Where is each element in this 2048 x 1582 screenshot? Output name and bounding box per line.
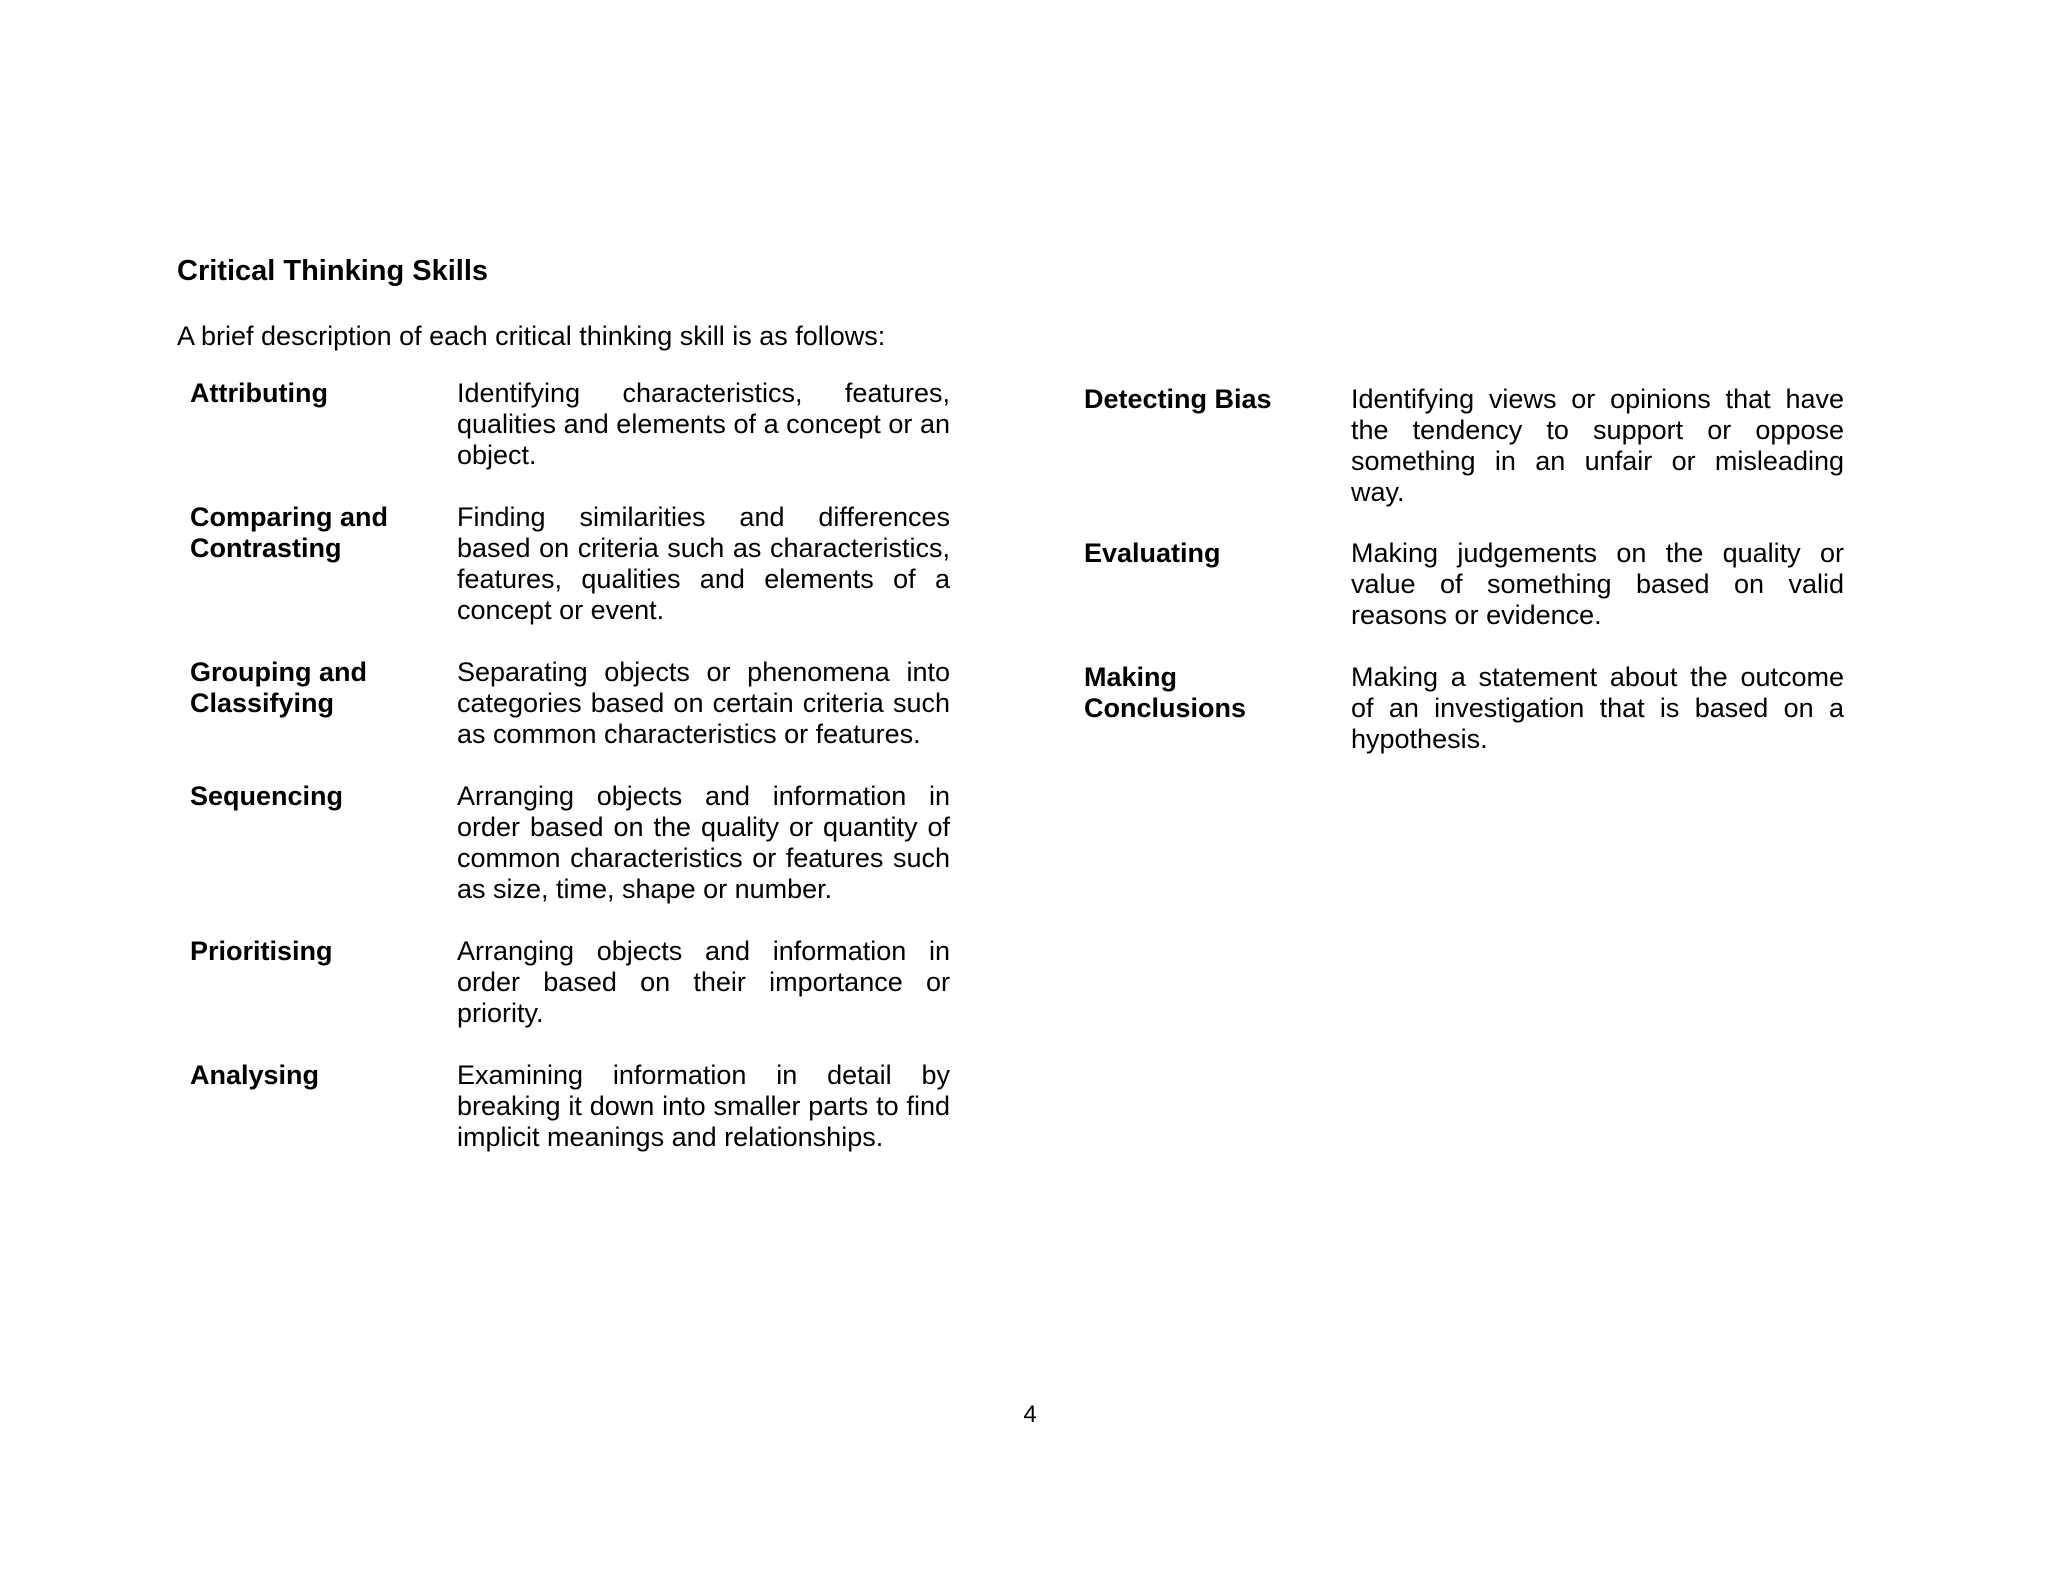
page-number: 4 [1023, 1401, 1037, 1428]
skill-description: Identifying views or opinions that have the tendency to support or oppose something in an unfair or misleading way. [1351, 384, 1844, 507]
skill-description: Arranging objects and information in order based on their importance or priority. [457, 936, 950, 1028]
skill-term: Making Conclusions [1084, 662, 1247, 723]
skill-term: Prioritising [190, 936, 333, 966]
page-title: Critical Thinking Skills [177, 255, 489, 287]
skill-term: Attributing [190, 378, 328, 408]
skill-term: Grouping and Classifying [190, 657, 367, 718]
skill-term: Detecting Bias [1084, 384, 1272, 414]
skill-term: Sequencing [190, 781, 344, 811]
skill-description: Finding similarities and differences based on criteria such as characteristics, features, qualities and elements of a concept or event. [457, 502, 950, 625]
skill-term: Evaluating [1084, 538, 1221, 568]
skill-term: Analysing [190, 1060, 320, 1090]
skill-description: Separating objects or phenomena into categories based on certain criteria such as common characteristics or features. [457, 657, 950, 749]
skill-description: Examining information in detail by breaking it down into smaller parts to find implicit meanings and relationships. [457, 1060, 950, 1152]
intro-text: A brief description of each critical thinking skill is as follows: [177, 321, 886, 351]
skill-description: Making judgements on the quality or value of something based on valid reasons or evidence. [1351, 538, 1844, 630]
skill-term: Comparing and Contrasting [190, 502, 389, 563]
skill-description: Arranging objects and information in order based on the quality or quantity of common characteristics or features such as size, time, shape or number. [457, 781, 950, 904]
skill-description: Identifying characteristics, features, qualities and elements of a concept or an object. [457, 378, 950, 470]
skill-description: Making a statement about the outcome of an investigation that is based on a hypothesis. [1351, 662, 1844, 754]
